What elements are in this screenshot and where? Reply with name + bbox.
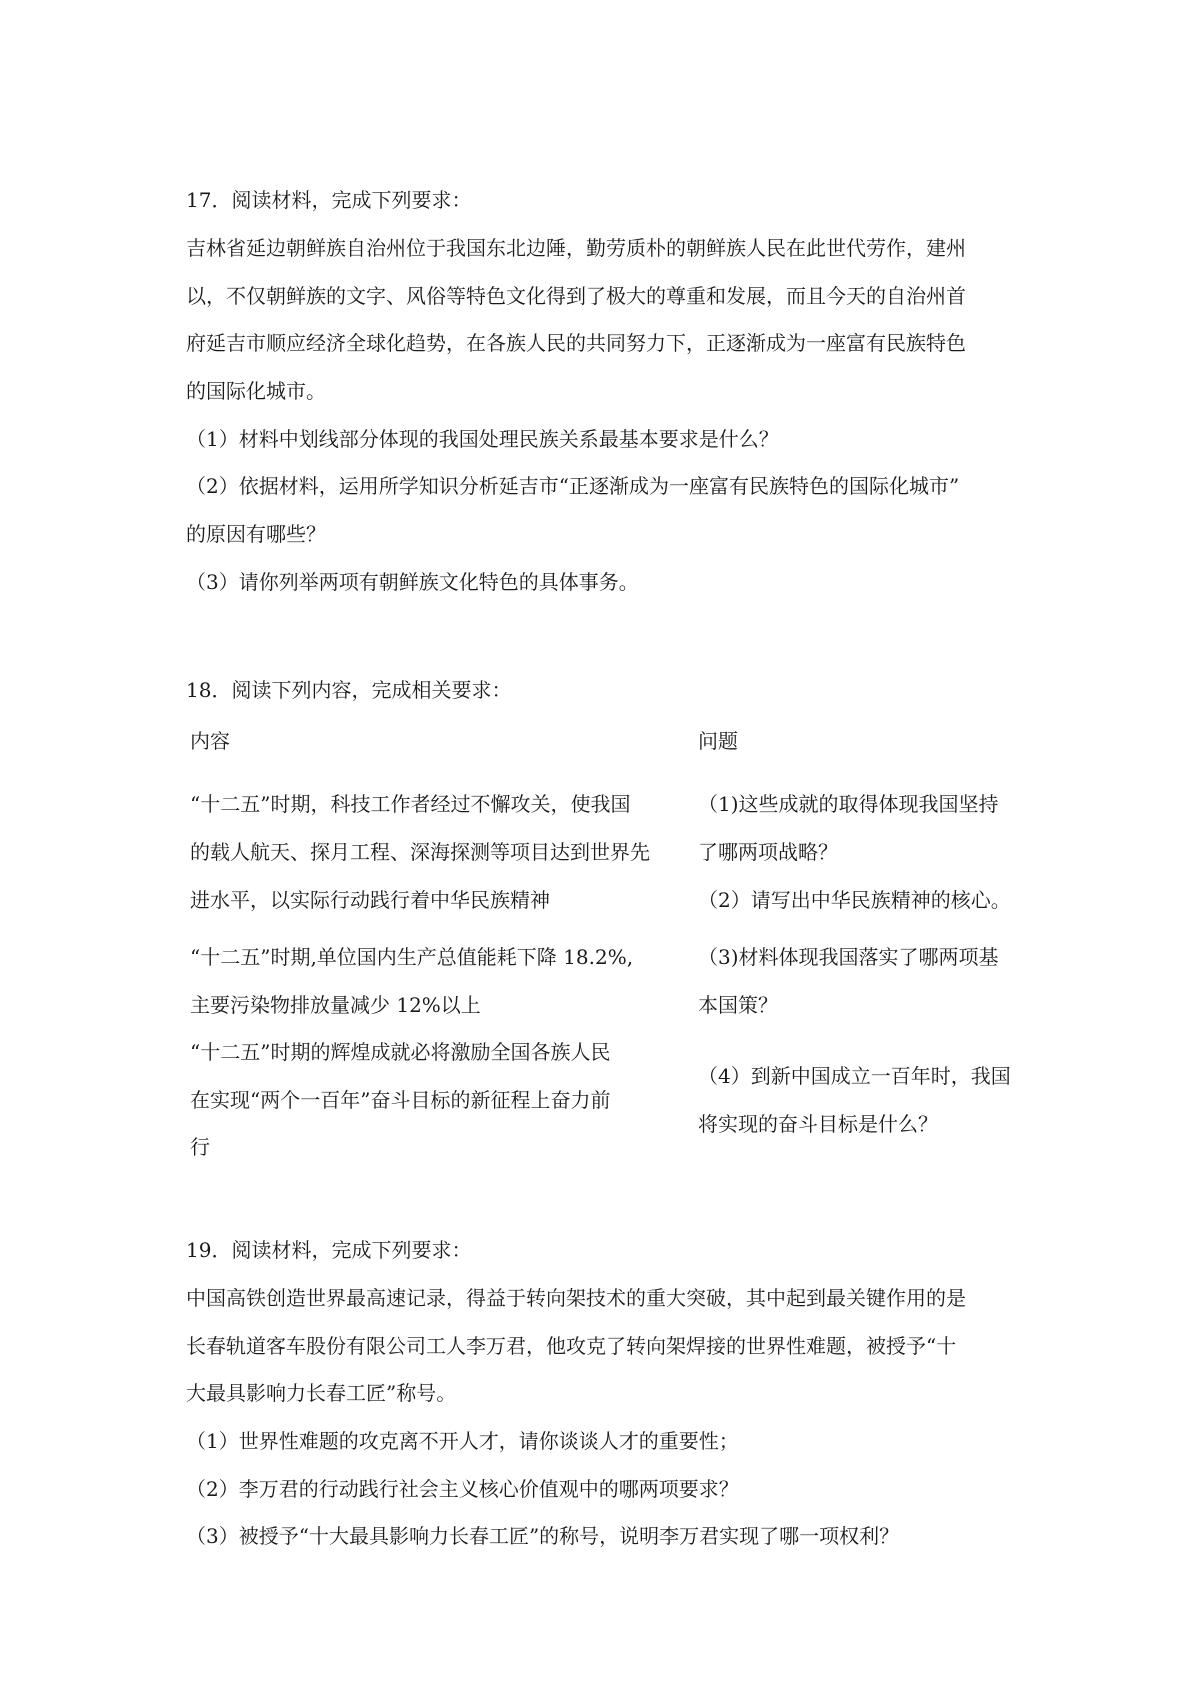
question-19-material-line: 大最具影响力长春工匠”称号。 bbox=[186, 1381, 457, 1405]
table-cell-question: （2）请写出中华民族精神的核心。 bbox=[698, 888, 1011, 912]
question-19-material-line: 中国高铁创造世界最高速记录，得益于转向架技术的重大突破，其中起到最关键作用的是 bbox=[186, 1286, 966, 1310]
question-17-material-line: 以，不仅朝鲜族的文字、风俗等特色文化得到了极大的尊重和发展，而且今天的自治州首 bbox=[186, 284, 966, 308]
question-18-heading: 18．阅读下列内容，完成相关要求： bbox=[186, 678, 512, 702]
table-header-question: 问题 bbox=[698, 729, 738, 753]
question-17-material-line: 的国际化城市。 bbox=[186, 379, 326, 403]
question-19-subquestion: （1）世界性难题的攻克离不开人才，请你谈谈人才的重要性； bbox=[186, 1429, 739, 1453]
question-19-subquestion: （3）被授予“十大最具影响力长春工匠”的称号，说明李万君实现了哪一项权利？ bbox=[186, 1524, 900, 1548]
question-17-subquestion: 的原因有哪些？ bbox=[186, 522, 326, 546]
question-17-subquestion: （1）材料中划线部分体现的我国处理民族关系最基本要求是什么？ bbox=[186, 427, 779, 451]
question-17-heading: 17．阅读材料，完成下列要求： bbox=[186, 188, 472, 212]
table-cell-content: 在实现“两个一百年”奋斗目标的新征程上奋力前 bbox=[190, 1088, 611, 1112]
question-19-heading: 19．阅读材料，完成下列要求： bbox=[186, 1238, 472, 1262]
question-19-material-line: 长春轨道客车股份有限公司工人李万君，他攻克了转向架焊接的世界性难题，被授予“十 bbox=[186, 1334, 957, 1358]
question-17-subquestion: （3）请你列举两项有朝鲜族文化特色的具体事务。 bbox=[186, 570, 639, 594]
table-cell-question: （4）到新中国成立一百年时，我国 bbox=[698, 1064, 1011, 1088]
table-cell-question: （3)材料体现我国落实了哪两项基 bbox=[698, 945, 999, 969]
table-header-content: 内容 bbox=[190, 729, 230, 753]
table-cell-content: 主要污染物排放量减少 12%以上 bbox=[190, 993, 481, 1017]
question-19-subquestion: （2）李万君的行动践行社会主义核心价值观中的哪两项要求？ bbox=[186, 1477, 739, 1501]
question-17-subquestion: （2）依据材料，运用所学知识分析延吉市“正逐渐成为一座富有民族特色的国际化城市” bbox=[186, 474, 960, 498]
question-17-material-line: 府延吉市顺应经济全球化趋势，在各族人民的共同努力下，正逐渐成为一座富有民族特色 bbox=[186, 331, 966, 355]
table-cell-question: （1)这些成就的取得体现我国坚持 bbox=[698, 792, 999, 816]
question-17-material-line: 吉林省延边朝鲜族自治州位于我国东北边陲，勤劳质朴的朝鲜族人民在此世代劳作，建州 bbox=[186, 236, 966, 260]
table-cell-question: 了哪两项战略？ bbox=[698, 840, 838, 864]
table-cell-content: 行 bbox=[190, 1135, 210, 1159]
table-cell-question: 将实现的奋斗目标是什么？ bbox=[698, 1112, 938, 1136]
table-cell-question: 本国策？ bbox=[698, 993, 778, 1017]
table-cell-content: “十二五”时期，科技工作者经过不懈攻关，使我国 bbox=[190, 792, 631, 816]
table-cell-content: 进水平，以实际行动践行着中华民族精神 bbox=[190, 888, 550, 912]
table-cell-content: 的载人航天、探月工程、深海探测等项目达到世界先 bbox=[190, 840, 650, 864]
table-cell-content: “十二五”时期,单位国内生产总值能耗下降 18.2%, bbox=[190, 945, 634, 969]
table-cell-content: “十二五”时期的辉煌成就必将激励全国各族人民 bbox=[190, 1040, 611, 1064]
